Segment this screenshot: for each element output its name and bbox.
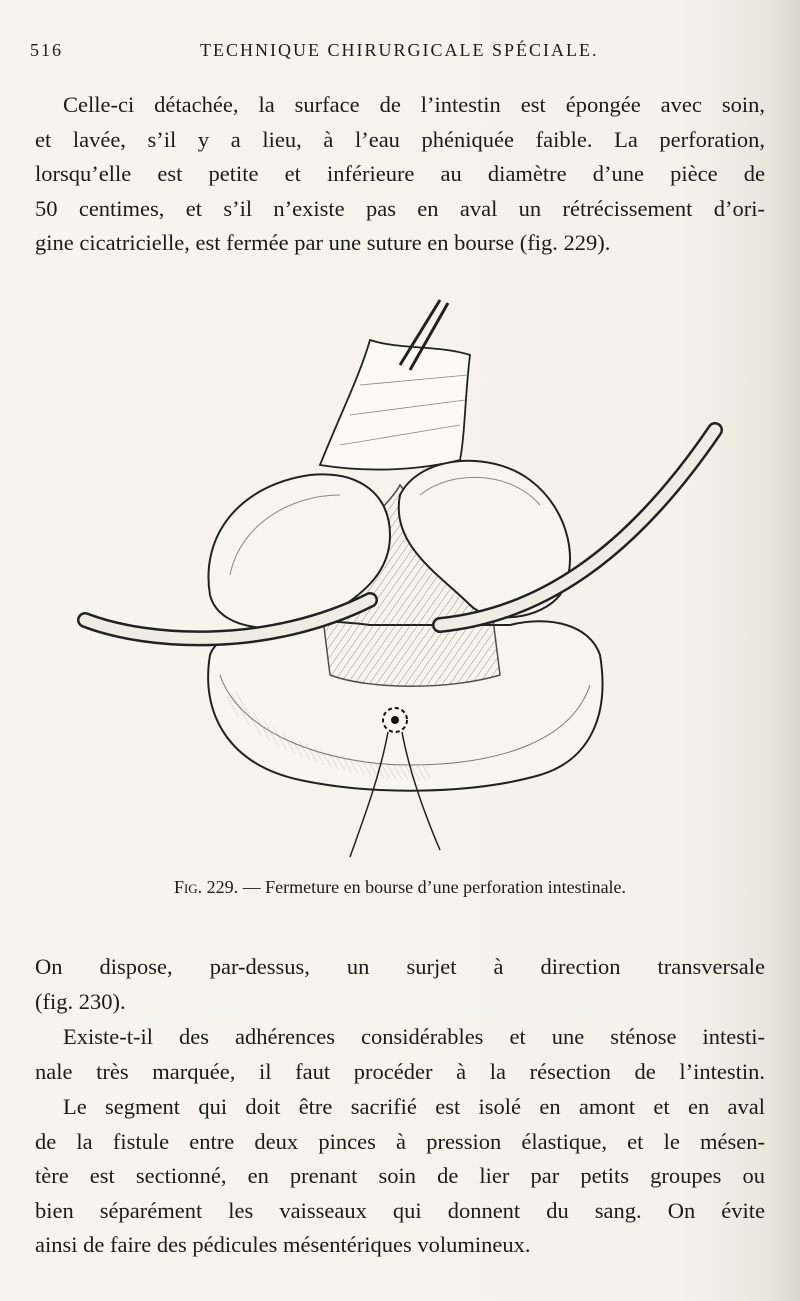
text-line: tère est sectionné, en prenant soin de lier par petits groupes ou bbox=[35, 1163, 765, 1188]
page-number: 516 bbox=[30, 40, 63, 60]
text-line: gine cicatricielle, est fermée par une suture en bourse (fig. 229). bbox=[35, 230, 611, 255]
paragraph-2 bbox=[35, 950, 765, 1019]
figure-229-illustration bbox=[70, 295, 740, 865]
figure-caption-text: — Fermeture en bourse d’une perforation intestinale. bbox=[238, 877, 627, 897]
paragraph-4 bbox=[35, 1090, 765, 1263]
text-line: ainsi de faire des pédicules mésentériques volumineux. bbox=[35, 1232, 531, 1257]
text-line: nale très marquée, il faut procéder à la résection de l’intestin. bbox=[35, 1058, 765, 1084]
text-line: Existe-t-il des adhérences considérables et une sténose intesti- bbox=[63, 1024, 765, 1049]
figure-label: Fig. 229. bbox=[173, 877, 239, 897]
text-line: (fig. 230). bbox=[35, 988, 126, 1014]
text-line: et lavée, s’il y a lieu, à l’eau phéniquée faible. La perforation, bbox=[35, 126, 765, 152]
figure-caption bbox=[0, 877, 800, 898]
paragraph-3 bbox=[35, 1020, 765, 1089]
text-line: On dispose, par-dessus, un surjet à direction transversale bbox=[35, 954, 765, 979]
text-line: bien séparément les vaisseaux qui donnent du sang. On évite bbox=[35, 1197, 765, 1223]
text-line: Le segment qui doit être sacrifié est isolé en amont et en aval bbox=[63, 1094, 765, 1119]
running-title: TECHNIQUE CHIRURGICALE SPÉCIALE. bbox=[200, 40, 599, 60]
text-line: Celle-ci détachée, la surface de l’intestin est épongée avec soin, bbox=[63, 92, 765, 117]
text-line: 50 centimes, et s’il n’existe pas en aval un rétrécissement d’ori- bbox=[35, 195, 765, 221]
text-line: lorsqu’elle est petite et inférieure au diamètre d’une pièce de bbox=[35, 161, 765, 186]
text-line: de la fistule entre deux pinces à pression élastique, et le mésen- bbox=[35, 1128, 765, 1154]
paragraph-1 bbox=[35, 88, 765, 261]
running-header bbox=[30, 40, 770, 70]
